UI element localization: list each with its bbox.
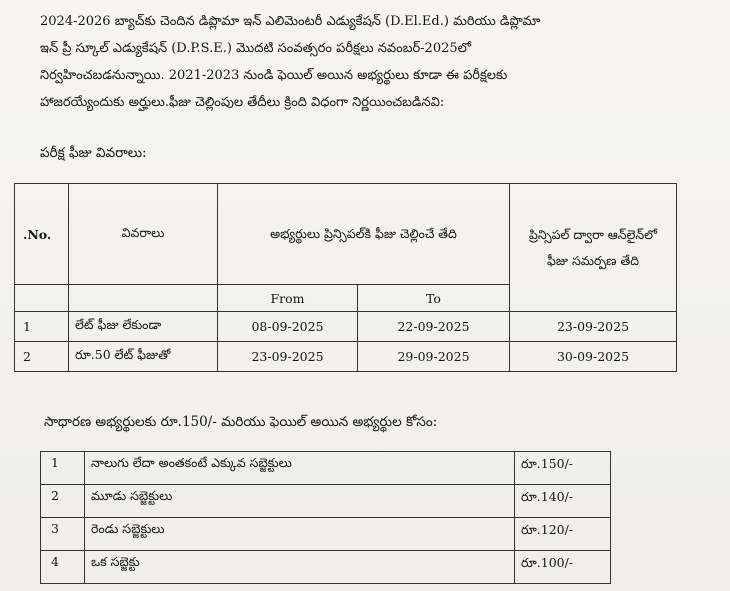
fee-caption: సాధారణ అభ్యర్థులకు రూ.150/- మరియు ఫెయిల్ అయిన అభ్యర్థుల కోసం: bbox=[44, 414, 438, 430]
row-subjects: నాలుగు లేదా అంతకంటే ఎక్కువ సబ్జెక్టులు bbox=[85, 452, 515, 485]
row-fee: రూ.120/- bbox=[515, 518, 611, 551]
row-subjects: మూడు సబ్జెక్టులు bbox=[85, 485, 515, 518]
row-submission-date: 23-09-2025 bbox=[510, 312, 677, 342]
row-from-date: 23-09-2025 bbox=[218, 342, 358, 372]
intro-line: నిర్వహించబడనున్నాయి. 2021-2023 నుండి ఫెయిల్ అయిన అభ్యర్థులు కూడా ఈ పరీక్షలకు bbox=[40, 68, 508, 83]
header-payment-dates: అభ్యర్థులు ప్రిన్సిపల్‌కి ఫీజు చెల్లించే తేది bbox=[218, 184, 510, 285]
row-no: 1 bbox=[15, 312, 69, 342]
intro-paragraph bbox=[40, 8, 700, 116]
row-from-date: 08-09-2025 bbox=[218, 312, 358, 342]
row-fee: రూ.150/- bbox=[515, 452, 611, 485]
header-no: .No. bbox=[15, 184, 69, 285]
header-submission-date: ప్రిన్సిపల్ ద్వారా ఆన్‌లైన్‌లో ఫీజు సమర్పణ తేది bbox=[510, 184, 677, 312]
header-from: From bbox=[218, 285, 358, 312]
row-no: 2 bbox=[15, 342, 69, 372]
row-submission-date: 30-09-2025 bbox=[510, 342, 677, 372]
table-row bbox=[41, 551, 611, 584]
header-details: వివరాలు bbox=[69, 184, 218, 285]
row-subjects: ఒక సబ్జెక్టు bbox=[85, 551, 515, 584]
row-subjects: రెండు సబ్జెక్టులు bbox=[85, 518, 515, 551]
row-fee: రూ.100/- bbox=[515, 551, 611, 584]
table-row bbox=[15, 342, 677, 372]
table-row bbox=[15, 312, 677, 342]
subject-fee-table bbox=[40, 451, 611, 584]
intro-line: హాజరయ్యేందుకు అర్హులు.ఫీజు చెల్లింపుల తేదీలు క్రింది విధంగా నిర్ణయించబడినవి: bbox=[40, 95, 445, 110]
row-no: 2 bbox=[41, 485, 85, 518]
row-no: 4 bbox=[41, 551, 85, 584]
table-row bbox=[41, 518, 611, 551]
row-fee: రూ.140/- bbox=[515, 485, 611, 518]
row-no: 3 bbox=[41, 518, 85, 551]
subheader-empty bbox=[69, 285, 218, 312]
intro-line: 2024-2026 బ్యాచ్‌కు చెందిన డిప్లొమా ఇన్ ఎలిమెంటరీ ఎడ్యుకేషన్ (D.El.Ed.) మరియు డిప్లొమా bbox=[40, 14, 541, 29]
table-row bbox=[41, 485, 611, 518]
row-details: రూ.50 లేట్ ఫీజుతో bbox=[69, 342, 218, 372]
row-to-date: 22-09-2025 bbox=[358, 312, 510, 342]
row-no: 1 bbox=[41, 452, 85, 485]
row-to-date: 29-09-2025 bbox=[358, 342, 510, 372]
subheader-empty bbox=[15, 285, 69, 312]
intro-line: ఇన్ ప్రీ స్కూల్ ఎడ్యుకేషన్ (D.P.S.E.) మొదటి సంవత్సరం పరీక్షలు నవంబర్-2025లో bbox=[40, 41, 472, 56]
table-header-row bbox=[15, 184, 677, 285]
fee-schedule-table bbox=[14, 183, 677, 372]
table-row bbox=[41, 452, 611, 485]
row-details: లేట్ ఫీజు లేకుండా bbox=[69, 312, 218, 342]
exam-fee-caption: పరీక్ష ఫీజు వివరాలు: bbox=[40, 145, 147, 161]
header-to: To bbox=[358, 285, 510, 312]
